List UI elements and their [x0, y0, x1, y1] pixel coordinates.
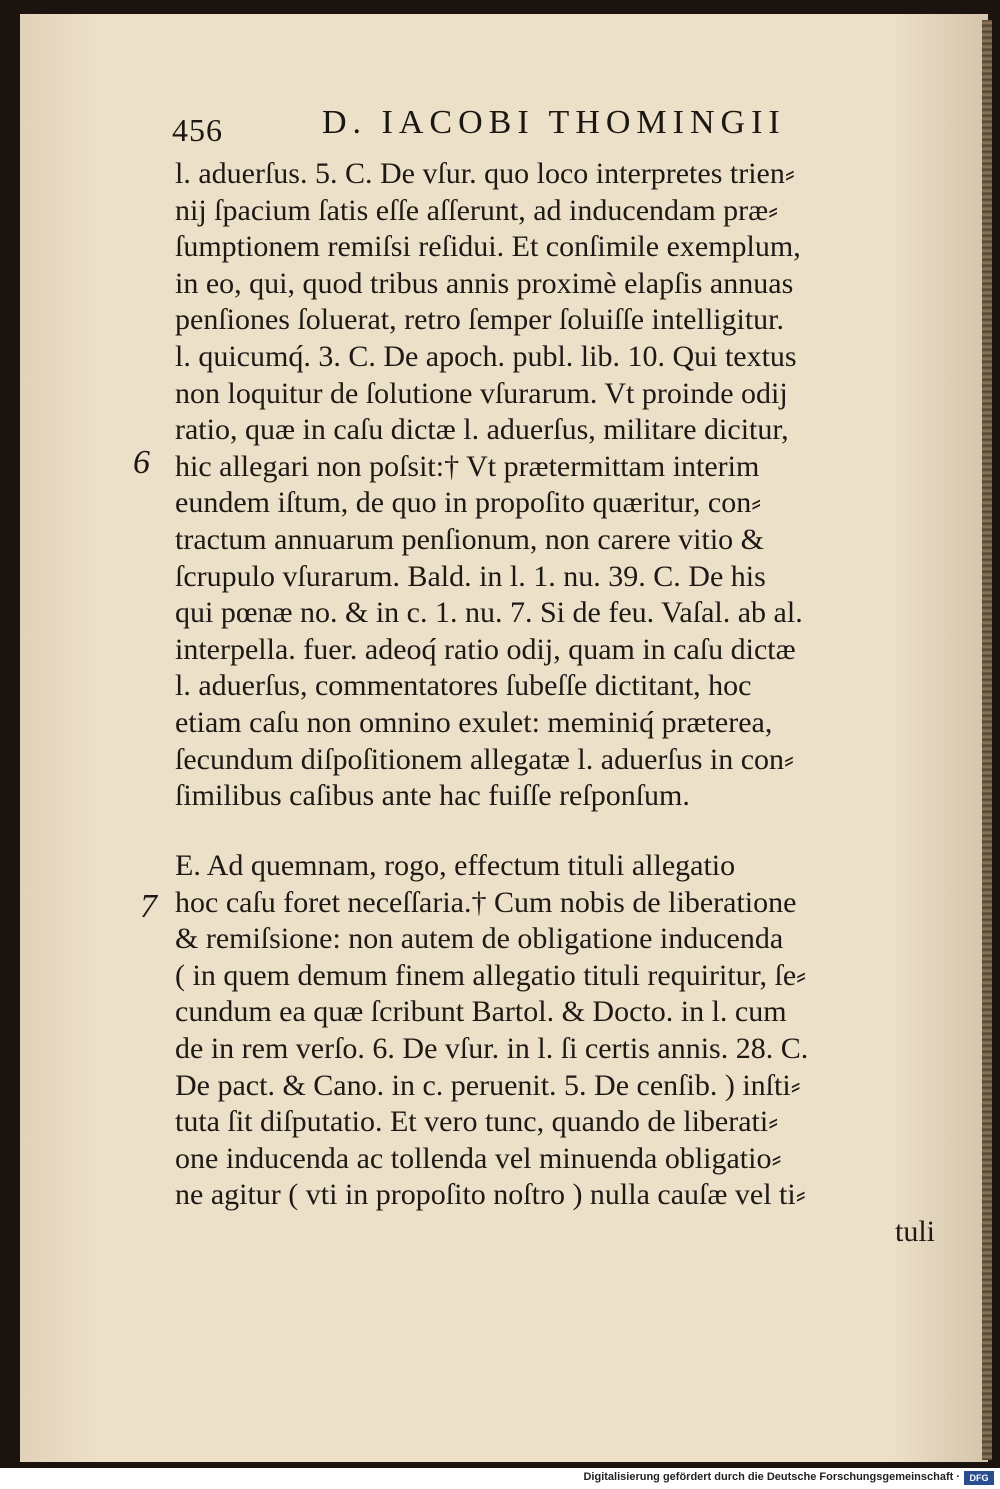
text-line: in eo, qui, quod tribus annis proximè elapſis annuas	[175, 266, 794, 300]
footer-strip	[0, 1468, 1000, 1489]
footer-credit: Digitalisierung gefördert durch die Deutsche Forschungsgemeinschaft ·	[583, 1471, 960, 1483]
text-line: etiam caſu non omnino exulet: meminiq́ præterea,	[175, 705, 773, 739]
text-line: E. Ad quemnam, rogo, effectum tituli allegatio	[175, 849, 736, 882]
text-line: nij ſpacium ſatis eſſe aſſerunt, ad inducendam præ⸗	[175, 193, 779, 227]
text-line: non loquitur de ſolutione vſurarum. Vt proinde odij	[175, 376, 788, 410]
text-line: tractum annuarum penſionum, non carere vitio &	[175, 522, 764, 556]
text-line: de in rem verſo. 6. De vſur. in l. ſi certis annis. 28. C.	[175, 1031, 809, 1065]
text-line: & remiſsione: non autem de obligatione inducenda	[175, 922, 784, 956]
text-line: l. quicumq́. 3. C. De apoch. publ. lib. 10. Qui textus	[175, 339, 797, 373]
running-title: D. IACOBI THOMINGII	[322, 104, 786, 141]
text-line: interpella. fuer. adeoq́ ratio odij, quam in caſu dictæ	[175, 632, 796, 666]
text-line: eundem iſtum, de quo in propoſito quæritur, con⸗	[175, 486, 762, 520]
text-line: ſumptionem remiſsi reſidui. Et conſimile exemplum,	[175, 230, 801, 264]
page-number: 456	[172, 112, 223, 148]
paragraph-2	[175, 848, 935, 1251]
text-line: one inducenda ac tollenda vel minuenda obligatio⸗	[175, 1141, 782, 1175]
text-line: penſiones ſoluerat, retro ſemper ſoluiſſe intelligitur.	[175, 303, 785, 337]
text-line: tuta ſit diſputatio. Et vero tunc, quando de liberati⸗	[175, 1105, 779, 1139]
text-line: l. aduerſus. 5. C. De vſur. quo loco interpretes trien⸗	[175, 157, 795, 190]
text-line: cundum ea quæ ſcribunt Bartol. & Docto. in l. cum	[175, 995, 787, 1029]
dfg-logo-icon: DFG	[964, 1471, 994, 1485]
text-line: De pact. & Cano. in c. peruenit. 5. De cenſib. ) inſti⸗	[175, 1068, 801, 1102]
text-line: l. aduerſus, commentatores ſubeſſe dictitant, hoc	[175, 669, 752, 703]
margin-note-number-7: 7	[140, 888, 157, 925]
text-line: hic allegari non poſsit:† Vt prætermittam interim	[175, 449, 760, 483]
paragraph-1	[175, 156, 935, 815]
margin-note-number-6: 6	[133, 444, 150, 481]
text-line: hoc caſu foret neceſſaria.† Cum nobis de liberatione	[175, 885, 797, 919]
text-line: ratio, quæ in caſu dictæ l. aduerſus, militare dicitur,	[175, 413, 789, 447]
text-line: qui pœnæ no. & in c. 1. nu. 7. Si de feu. Vaſal. ab al.	[175, 596, 803, 630]
text-line: ne agitur ( vti in propoſito noſtro ) nulla cauſæ vel ti⸗	[175, 1178, 806, 1212]
text-line: ſecundum diſpoſitionem allegatæ l. aduerſus in con⸗	[175, 742, 795, 776]
text-line: ſcrupulo vſurarum. Bald. in l. 1. nu. 39. C. De his	[175, 559, 766, 593]
catchword: tuli	[894, 1214, 935, 1248]
text-line: ( in quem demum finem allegatio tituli requiritur, ſe⸗	[175, 958, 807, 992]
text-line: ſimilibus caſibus ante hac fuiſſe reſponſum.	[175, 779, 690, 813]
page-edge-stack	[982, 20, 992, 1460]
